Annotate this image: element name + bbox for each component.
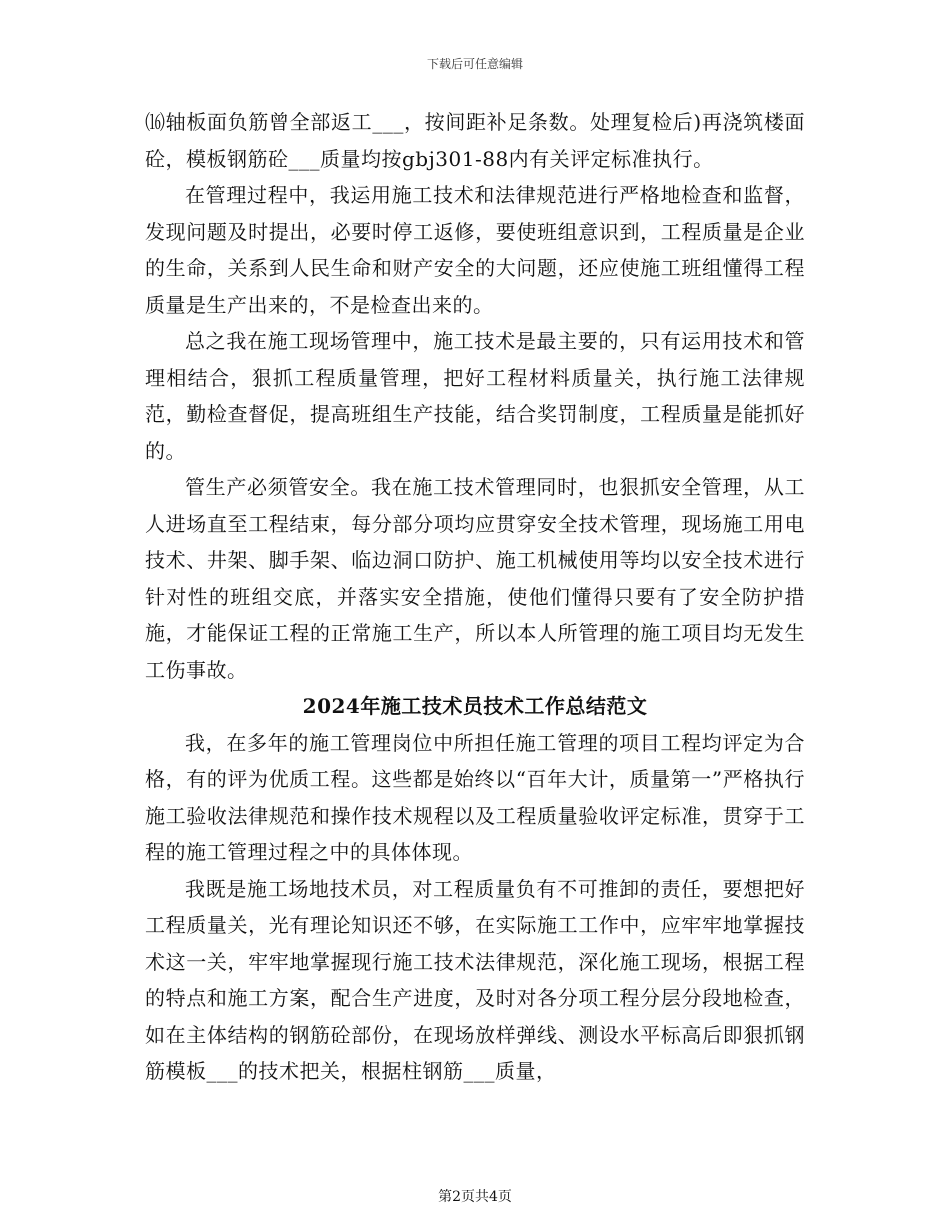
paragraph-2: 在管理过程中，我运用施工技术和法律规范进行严格地检查和监督，发现问题及时提出，必要时停工返修，要使班组意识到，工程质量是企业的生命，关系到人民生命和财产安全的大问题，还应使施工班组懂得工程质量是生产出来的，不是检查出来的。: [145, 183, 805, 317]
section-paragraph-2: 我既是施工场地技术员，对工程质量负有不可推卸的责任，要想把好工程质量关，光有理论知识还不够，在实际施工工作中，应牢牢地掌握技术这一关，牢牢地掌握现行施工技术法律规范，深化施工现场，根据工程的特点和施工方案，配合生产进度，及时对各分项工程分层分段地检查，如在主体结构的钢筋砼部份，在现场放样弹线、测设水平标高后即狠抓钢筋模板___的技术把关，根据柱钢筋___质量，: [145, 876, 805, 1083]
page-footer: 第2页共4页: [438, 1189, 512, 1205]
page-header: 下载后可任意编辑: [426, 57, 523, 71]
section-title: 2024年施工技术员技术工作总结范文: [302, 694, 648, 718]
document-body: [145, 104, 805, 1090]
paragraph-3: 总之我在施工现场管理中，施工技术是最主要的，只有运用技术和管理相结合，狠抓工程质量管理，把好工程材料质量关，执行施工法律规范，勤检查督促，提高班组生产技能，结合奖罚制度，工程质量是能抓好的。: [145, 329, 805, 463]
section-paragraph-1: 我，在多年的施工管理岗位中所担任施工管理的项目工程均评定为合格，有的评为优质工程。这些都是始终以“百年大计，质量第一”严格执行施工验收法律规范和操作技术规程以及工程质量验收评定标准，贯穿于工程的施工管理过程之中的具体体现。: [145, 730, 805, 864]
paragraph-4: 管生产必须管安全。我在施工技术管理同时，也狠抓安全管理，从工人进场直至工程结束，每分部分项均应贯穿安全技术管理，现场施工用电技术、井架、脚手架、临边洞口防护、施工机械使用等均以安全技术进行针对性的班组交底，并落实安全措施，使他们懂得只要有了安全防护措施，才能保证工程的正常施工生产，所以本人所管理的施工项目均无发生工伤事故。: [145, 475, 805, 682]
paragraph-1: ⒃轴板面负筋曾全部返工___，按间距补足条数。处理复检后)再浇筑楼面砼，模板钢筋砼___质量均按gbj301-88内有关评定标准执行。: [145, 110, 805, 171]
